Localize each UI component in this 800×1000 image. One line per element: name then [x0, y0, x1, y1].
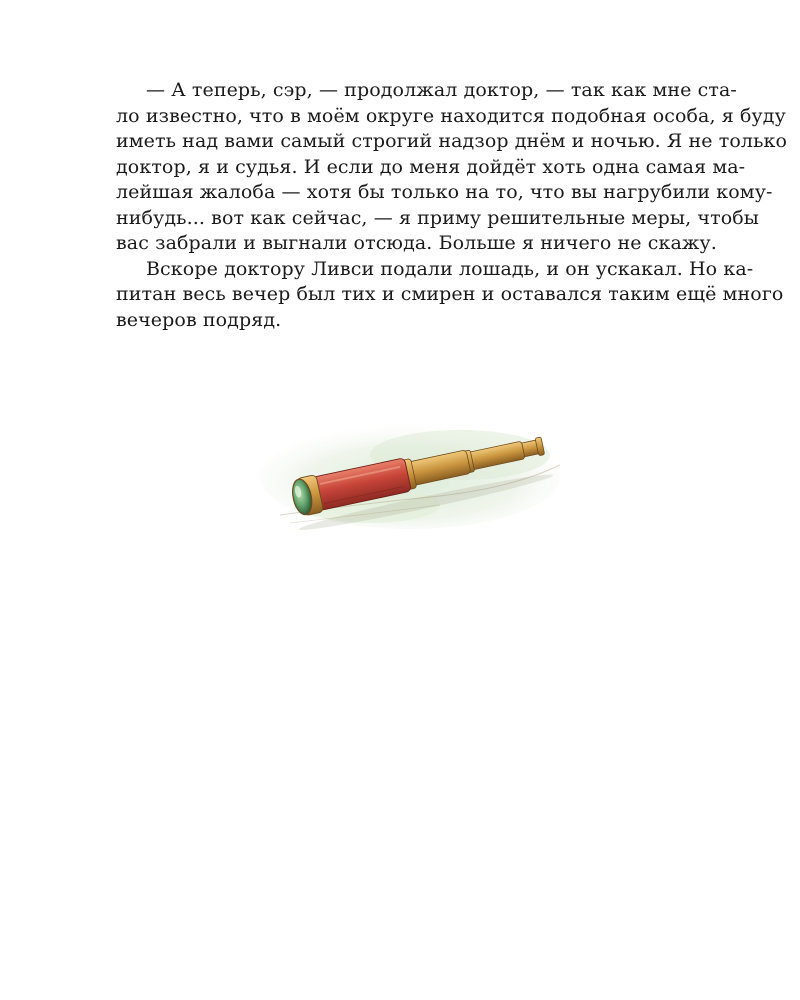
text-line: питан весь вечер был тих и смирен и оставался таким ещё много	[116, 283, 784, 305]
text-line: вас забрали и выгнали отсюда. Больше я ничего не скажу.	[116, 232, 717, 254]
text-line: лейшая жалоба — хотя бы только на то, что вы нагрубили кому-	[116, 181, 773, 203]
body-text	[116, 78, 788, 333]
paragraph-1	[116, 78, 788, 257]
text-line: Вскоре доктору Ливси подали лошадь, и он ускакал. Но ка-	[146, 257, 754, 280]
text-line: вечеров подряд.	[116, 308, 282, 331]
text-line: ло известно, что в моём округе находится подобная особа, я буду	[116, 104, 786, 127]
paragraph-2	[116, 257, 784, 334]
text-line: иметь над вами самый строгий надзор днём и ночью. Я не только	[116, 130, 788, 152]
text-line: доктор, я и судья. И если до меня дойдёт хоть одна самая ма-	[116, 155, 746, 178]
text-line: — А теперь, сэр, — продолжал доктор, — так как мне ста-	[146, 79, 737, 101]
spyglass-illustration	[260, 405, 570, 535]
text-line: нибудь... вот как сейчас, — я приму решительные меры, чтобы	[116, 206, 759, 229]
